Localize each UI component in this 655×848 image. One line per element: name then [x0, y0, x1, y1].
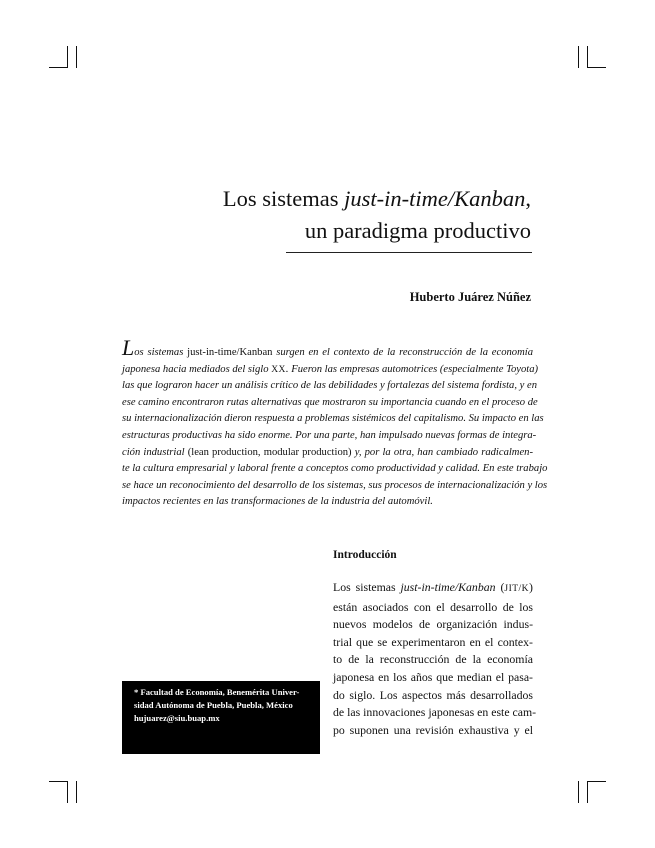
crop-mark-top-left-v2 [76, 46, 77, 68]
section-heading: Introducción [333, 549, 397, 561]
crop-mark-bottom-left-h [49, 781, 68, 782]
body-text: ( [495, 580, 505, 594]
body-line: do siglo. Los aspectos más desarrollados [333, 687, 533, 702]
body-line: están asociados con el desarrollo de los [333, 599, 533, 614]
body-italic-text: just-in-time/Kanban [400, 580, 496, 594]
abstract-line: estructuras productivas ha sido enorme. Por una parte, han impulsado nuevas formas de integra- [122, 429, 537, 441]
abstract-upright-text: XX [271, 364, 286, 375]
body-line: to de la reconstrucción de la economía [333, 652, 533, 667]
crop-mark-bottom-right-v2 [587, 781, 588, 803]
footnote-line: * Facultad de Economía, Benemérita Univer- [134, 687, 300, 697]
crop-mark-bottom-left-v2 [76, 781, 77, 803]
drop-cap: L [122, 335, 135, 360]
author-name: Huberto Juárez Núñez [409, 290, 531, 304]
body-line: japonesa en los años que median el pasa- [333, 669, 533, 684]
abstract [122, 335, 548, 511]
author-footnote-box [122, 681, 320, 754]
body-text: ) [529, 580, 533, 594]
crop-mark-bottom-left-v1 [67, 781, 68, 803]
crop-mark-bottom-right-v1 [578, 781, 579, 803]
title-italic: just-in-time/Kanban [344, 186, 526, 211]
abstract-upright-text: just-in-time/Kanban [187, 347, 273, 358]
abstract-text: y, por la otra, han cambiado radicalmen- [351, 446, 533, 458]
crop-mark-top-left-v1 [67, 46, 68, 68]
article-title [223, 183, 531, 247]
abstract-text: japonesa hacia mediados del siglo [122, 363, 272, 375]
abstract-line: su internacionalización dieron respuesta a problemas sistémicos del capitalismo. Su impacto en las [122, 413, 544, 425]
body-line: po suponen una revisión exhaustiva y el [333, 722, 533, 737]
body-small-caps: JIT/K [504, 584, 530, 594]
abstract-text: ción industrial [122, 446, 188, 458]
crop-mark-top-right-v2 [587, 46, 588, 68]
abstract-line [122, 335, 533, 362]
abstract-upright-text: (lean production, modular production) [187, 446, 352, 458]
abstract-text: surgen en el contexto de la reconstrucción de la economía [272, 347, 533, 358]
title-rule [286, 252, 532, 253]
body-line: nuevos modelos de organización indus- [333, 617, 533, 632]
body-line: trial que se experimentaron en el contex- [333, 634, 533, 649]
crop-mark-top-right-h [587, 67, 606, 68]
abstract-text: . Fueron las empresas automotrices (especialmente Toyota) [285, 363, 539, 375]
title-line-1 [223, 183, 531, 215]
footnote-email: hujuarez@siu.buap.mx [134, 713, 220, 724]
body-line: de las innovaciones japonesas en este cam- [333, 705, 537, 720]
abstract-line: te la cultura empresarial y laboral frente a conceptos como productividad y calidad. En este trabajo [122, 463, 548, 475]
title-line-2: un paradigma productivo [304, 218, 531, 243]
title-prefix: Los sistemas [222, 186, 345, 211]
abstract-text: os sistemas [134, 347, 188, 358]
crop-mark-top-right-v1 [578, 46, 579, 68]
abstract-line: las que lograron hacer un análisis crítico de las debilidades y fortalezas del sistema fordista, y en [122, 380, 537, 392]
abstract-line [122, 362, 539, 379]
abstract-line: impactos recientes en las transformaciones de la industria del automóvil. [122, 496, 433, 508]
abstract-line [122, 445, 533, 462]
title-suffix: , [525, 186, 531, 211]
body-line [333, 579, 533, 599]
body-text: Los sistemas [333, 580, 401, 594]
footnote-line: sidad Autónoma de Puebla, Puebla, México [134, 700, 293, 711]
crop-mark-top-left-h [49, 67, 68, 68]
crop-mark-bottom-right-h [587, 781, 606, 782]
introduction-body [333, 579, 537, 739]
abstract-line: ese camino encontraron rutas alternativas que mostraron su importancia cuando en el proceso de [122, 396, 538, 408]
abstract-line: se hace un reconocimiento del desarrollo de los sistemas, sus procesos de internacionalización y los [122, 479, 548, 491]
